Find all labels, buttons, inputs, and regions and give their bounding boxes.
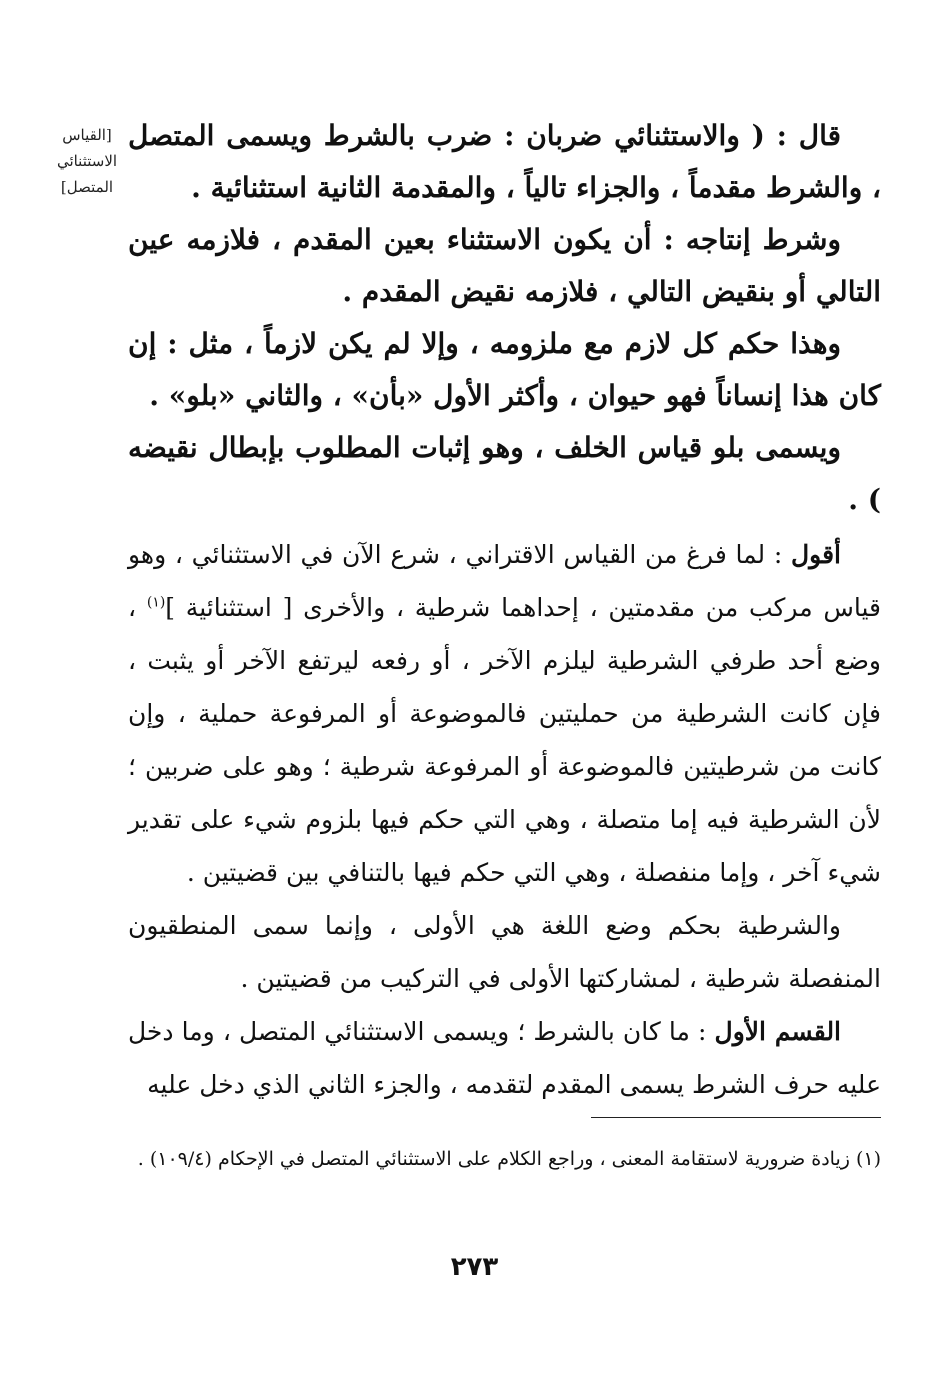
commentary-paragraph: [128, 528, 881, 899]
commentary-text: ، وضع أحد طرفي الشرطية ليلزم الآخر ، أو رفعه ليرتفع الآخر أو يثبت ، فإن كانت الشرطية من حمليتين فالموضوعة أو المرفوعة حملية ، وإن كانت من شرطيتين فالموضوعة أو المرفوعة شرطية ؛ وهو على ضربين ؛ لأن الشرطية فيه إما متصلة ، وهي التي حكم فيها بلزوم شيء على تقدير شيء آخر ، وإما منفصلة ، وهي التي حكم فيها بالتنافي بين قضيتين .: [128, 593, 881, 887]
quote-paragraph: وهذا حكم كل لازم مع ملزومه ، وإلا لم يكن لازماً ، مثل : إن كان هذا إنساناً فهو حيوان ، وأكثر الأول «بأن» ، والثاني «بلو» .: [128, 327, 881, 412]
commentary-paragraph: [128, 1005, 881, 1111]
commentary-text: : لما فرغ من القياس الاقتراني ، شرع الآن في الاستثنائي ، وهو قياس مركب من مقدمتين ، إحداهما شرطية ، والأخرى [ استثنائية ]: [128, 540, 881, 622]
page-number: ٢٧٣: [450, 1252, 499, 1282]
footnote: (١) زيادة ضرورية لاستقامة المعنى ، وراجع الكلام على الاستثنائي المتصل في الإحكام (١٠٩/٤) .: [137, 1148, 881, 1170]
margin-note-line: الاستثنائي: [56, 152, 118, 170]
footnote-divider: [591, 1117, 881, 1118]
margin-note-line: [القياس: [62, 126, 112, 144]
quote-paragraph: وشرط إنتاجه : أن يكون الاستثناء بعين المقدم ، فلازمه عين التالي أو بنقيض التالي ، فلازمه نقيض المقدم .: [128, 223, 881, 308]
footnote-reference[interactable]: (١): [146, 594, 166, 611]
margin-note: [52, 122, 122, 200]
commentary-text: : ما كان بالشرط ؛ ويسمى الاستثنائي المتصل ، وما دخل عليه حرف الشرط يسمى المقدم لتقدمه ، والجزء الثاني الذي دخل عليه: [128, 1017, 881, 1099]
commentary-paragraph: والشرطية بحكم وضع اللغة هي الأولى ، وإنما سمى المنطقيون المنفصلة شرطية ، لمشاركتها الأولى في التركيب من قضيتين .: [128, 911, 881, 993]
quote-paragraph: ويسمى بلو قياس الخلف ، وهو إثبات المطلوب بإبطال نقيضه ) .: [128, 431, 881, 516]
commentary-lead: أقول: [791, 540, 841, 569]
quote-paragraph: قال : ( والاستثنائي ضربان : ضرب بالشرط ويسمى المتصل ، والشرط مقدماً ، والجزاء تالياً ، والمقدمة الثانية استثنائية .: [128, 119, 881, 204]
main-text: [128, 110, 881, 1111]
margin-note-line: المتصل]: [60, 178, 114, 196]
section-heading: القسم الأول: [714, 1017, 842, 1046]
